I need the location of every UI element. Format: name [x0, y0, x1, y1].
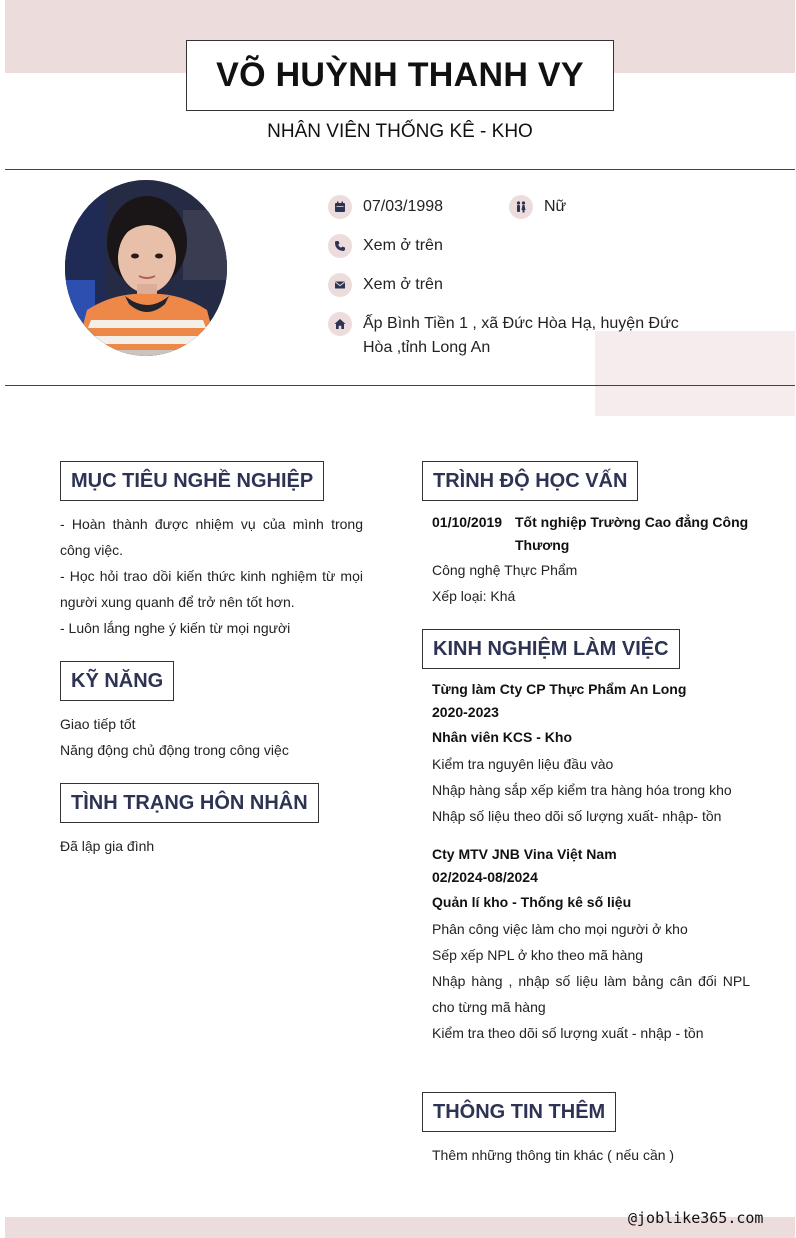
section-title: MỤC TIÊU NGHỀ NGHIỆP: [71, 469, 314, 492]
address-row: [328, 312, 679, 360]
section-marital: [60, 783, 319, 823]
phone-value: Xem ở trên: [363, 237, 443, 254]
avatar-photo: [65, 180, 227, 356]
section-skills: [60, 661, 174, 701]
objective-item: - Học hỏi trao dồi kiến thức kinh nghiệm từ mọi người xung quanh để trở nên tốt hơn.: [60, 568, 363, 610]
job-company: Cty MTV JNB Vina Việt Nam: [432, 846, 617, 862]
job-company: Từng làm Cty CP Thực Phẩm An Long: [432, 681, 687, 697]
job-task: Kiểm tra nguyên liệu đầu vào: [432, 756, 614, 772]
section-more-info: [422, 1092, 616, 1132]
phone-row: [328, 234, 443, 258]
marital-value: Đã lập gia đình: [60, 838, 155, 854]
job-period: 02/2024-08/2024: [432, 869, 538, 885]
name-box: [186, 40, 614, 111]
gender-row: [509, 195, 566, 219]
email-value: Xem ở trên: [363, 276, 443, 293]
footer-watermark: @joblike365.com: [628, 1209, 764, 1227]
section-objective: [60, 461, 324, 501]
skill-item: Năng động chủ động trong công việc: [60, 742, 289, 758]
birthdate-value: 07/03/1998: [363, 198, 444, 215]
job-title: NHÂN VIÊN THỐNG KÊ - KHO: [267, 121, 533, 142]
home-icon: [328, 312, 352, 336]
objective-item: - Hoàn thành được nhiệm vụ của mình trong công việc.: [60, 516, 363, 558]
candidate-name: VÕ HUỲNH THANH VY: [216, 56, 584, 94]
section-title: KINH NGHIỆM LÀM VIỆC: [433, 637, 669, 660]
job-task: Kiểm tra theo dõi số lượng xuất - nhập - tồn: [432, 1025, 704, 1041]
birthdate-row: [328, 195, 443, 219]
address-line-2: Hòa ,tỉnh Long An: [363, 339, 491, 356]
job-task: Sếp xếp NPL ở kho theo mã hàng: [432, 947, 644, 963]
education-school: Tốt nghiệp Trường Cao đẳng Công Thương: [515, 514, 749, 553]
education-date: 01/10/2019: [432, 514, 503, 530]
section-education: [422, 461, 638, 501]
gender-value: Nữ: [544, 198, 567, 215]
job-role: Nhân viên KCS - Kho: [432, 729, 573, 745]
gender-icon: [509, 195, 533, 219]
section-title: TÌNH TRẠNG HÔN NHÂN: [71, 791, 308, 814]
calendar-icon: [328, 195, 352, 219]
phone-icon: [328, 234, 352, 258]
job-period: 2020-2023: [432, 704, 499, 720]
address-line-1: Ấp Bình Tiền 1 , xã Đức Hòa Hạ, huyện Đức: [363, 315, 679, 332]
section-experience: [422, 629, 680, 669]
job-task: Nhập số liệu theo dõi số lượng xuất- nhập- tồn: [432, 808, 722, 824]
objective-item: - Luôn lắng nghe ý kiến từ mọi người: [60, 620, 291, 636]
divider-bottom: [5, 385, 795, 386]
job-task: Nhập hàng sắp xếp kiểm tra hàng hóa trong kho: [432, 782, 732, 798]
job-task: Phân công việc làm cho mọi người ở kho: [432, 921, 688, 937]
divider-top: [5, 169, 795, 170]
job-role: Quản lí kho - Thống kê số liệu: [432, 894, 632, 910]
email-row: [328, 273, 443, 297]
section-title: THÔNG TIN THÊM: [433, 1100, 606, 1123]
section-title: KỸ NĂNG: [71, 669, 164, 692]
mail-icon: [328, 273, 352, 297]
education-rank: Xếp loại: Khá: [432, 588, 516, 604]
education-major: Công nghệ Thực Phẩm: [432, 562, 578, 578]
address-value: [363, 312, 679, 360]
section-title: TRÌNH ĐỘ HỌC VẤN: [433, 469, 628, 492]
more-info-value: Thêm những thông tin khác ( nếu cần ): [432, 1147, 675, 1163]
skill-item: Giao tiếp tốt: [60, 716, 136, 732]
job-task: Nhập hàng , nhập số liệu làm bảng cân đối NPL cho từng mã hàng: [432, 973, 750, 1015]
